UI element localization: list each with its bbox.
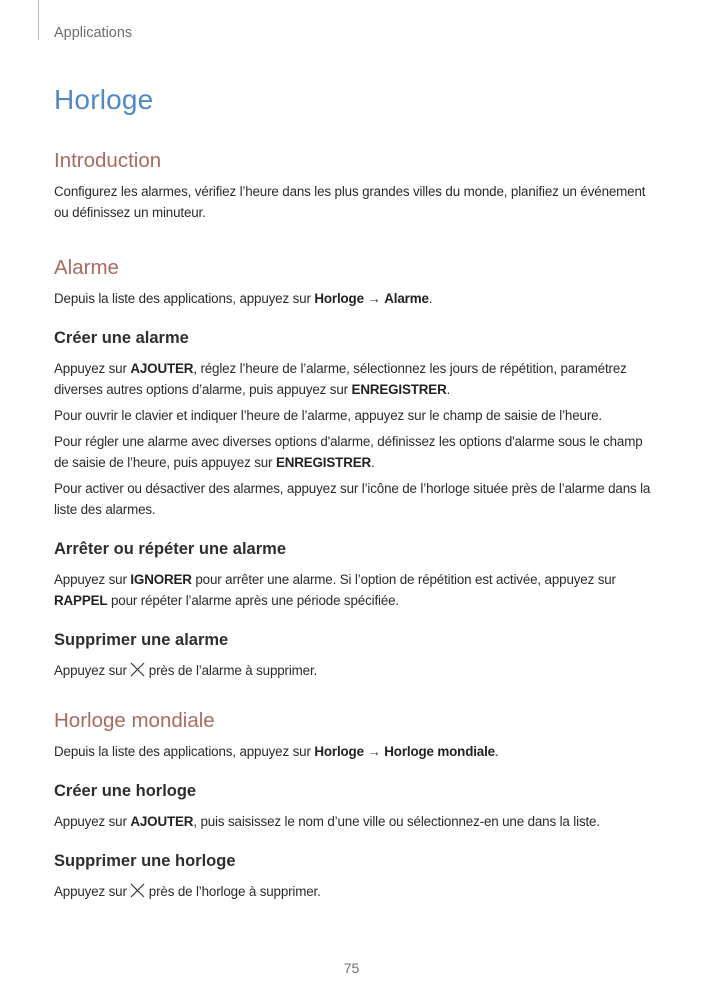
page-number: 75 bbox=[343, 960, 360, 976]
introduction-text: Configurez les alarmes, vérifiez l’heure dans les plus grandes villes du monde, planifiez un événement ou définissez un minuteur. bbox=[54, 184, 646, 220]
create-clock-text: Appuyez sur AJOUTER, puis saisissez le nom d’une ville ou sélectionnez-en une dans la liste. bbox=[54, 814, 600, 829]
close-x-icon bbox=[129, 661, 146, 678]
ignore-label: IGNORER bbox=[130, 572, 192, 587]
close-x-icon bbox=[129, 882, 146, 899]
running-header: Applications bbox=[54, 25, 133, 41]
create-alarm-p3: Pour régler une alarme avec diverses options d'alarme, définissez les options d'alarme sous le champ de saisie de l’heure, puis appuyez sur ENREGISTRER. bbox=[54, 434, 643, 470]
delete-clock-heading: Supprimer une horloge bbox=[54, 852, 236, 870]
create-alarm-p4: Pour activer ou désactiver des alarmes, appuyez sur l’icône de l’horloge située près de l’alarme dans la liste des alarmes. bbox=[54, 481, 651, 517]
section-introduction bbox=[54, 149, 654, 223]
path-tab: Alarme bbox=[384, 291, 429, 306]
add-label: AJOUTER bbox=[130, 814, 194, 829]
subsection-create-alarm bbox=[54, 329, 654, 520]
create-alarm-p2: Pour ouvrir le clavier et indiquer l’heure de l’alarme, appuyez sur le champ de saisie de l’heure. bbox=[54, 408, 603, 423]
stop-alarm-heading: Arrêter ou répéter une alarme bbox=[54, 540, 287, 558]
path-app: Horloge bbox=[314, 291, 364, 306]
create-alarm-heading: Créer une alarme bbox=[54, 329, 189, 347]
delete-alarm-text: Appuyez sur près de l’alarme à supprimer. bbox=[54, 663, 318, 678]
subsection-delete-alarm bbox=[54, 631, 654, 681]
path-tab: Horloge mondiale bbox=[384, 744, 495, 759]
add-label: AJOUTER bbox=[130, 361, 194, 376]
header-rule bbox=[38, 0, 39, 40]
delete-alarm-heading: Supprimer une alarme bbox=[54, 631, 229, 649]
subsection-create-clock bbox=[54, 782, 654, 832]
snooze-label: RAPPEL bbox=[54, 593, 108, 608]
delete-clock-text: Appuyez sur près de l’horloge à supprimer. bbox=[54, 884, 321, 899]
create-clock-heading: Créer une horloge bbox=[54, 782, 197, 800]
create-alarm-p1: Appuyez sur AJOUTER, réglez l’heure de l’alarme, sélectionnez les jours de répétition, paramétrez diverses autres options d’alarme, puis appuyez sur ENREGISTRER. bbox=[54, 361, 627, 397]
subsection-delete-clock bbox=[54, 852, 654, 902]
stop-alarm-text: Appuyez sur IGNORER pour arrêter une alarme. Si l’option de répétition est activée, appuyez sur RAPPEL pour répéter l’alarme après une période spécifiée. bbox=[54, 572, 616, 608]
save-label: ENREGISTRER bbox=[351, 382, 447, 397]
horloge-mondiale-heading: Horloge mondiale bbox=[54, 709, 215, 732]
subsection-stop-alarm bbox=[54, 540, 654, 611]
introduction-heading: Introduction bbox=[54, 149, 162, 172]
page-content bbox=[54, 78, 654, 902]
alarme-path: Depuis la liste des applications, appuyez sur Horloge → Alarme. bbox=[54, 291, 433, 306]
path-app: Horloge bbox=[314, 744, 364, 759]
save-label: ENREGISTRER bbox=[275, 455, 372, 470]
page-title: Horloge bbox=[54, 84, 154, 115]
alarme-heading: Alarme bbox=[54, 256, 119, 279]
section-horloge-mondiale bbox=[54, 709, 654, 902]
section-alarme bbox=[54, 256, 654, 681]
horloge-mondiale-path: Depuis la liste des applications, appuyez sur Horloge → Horloge mondiale. bbox=[54, 744, 499, 759]
